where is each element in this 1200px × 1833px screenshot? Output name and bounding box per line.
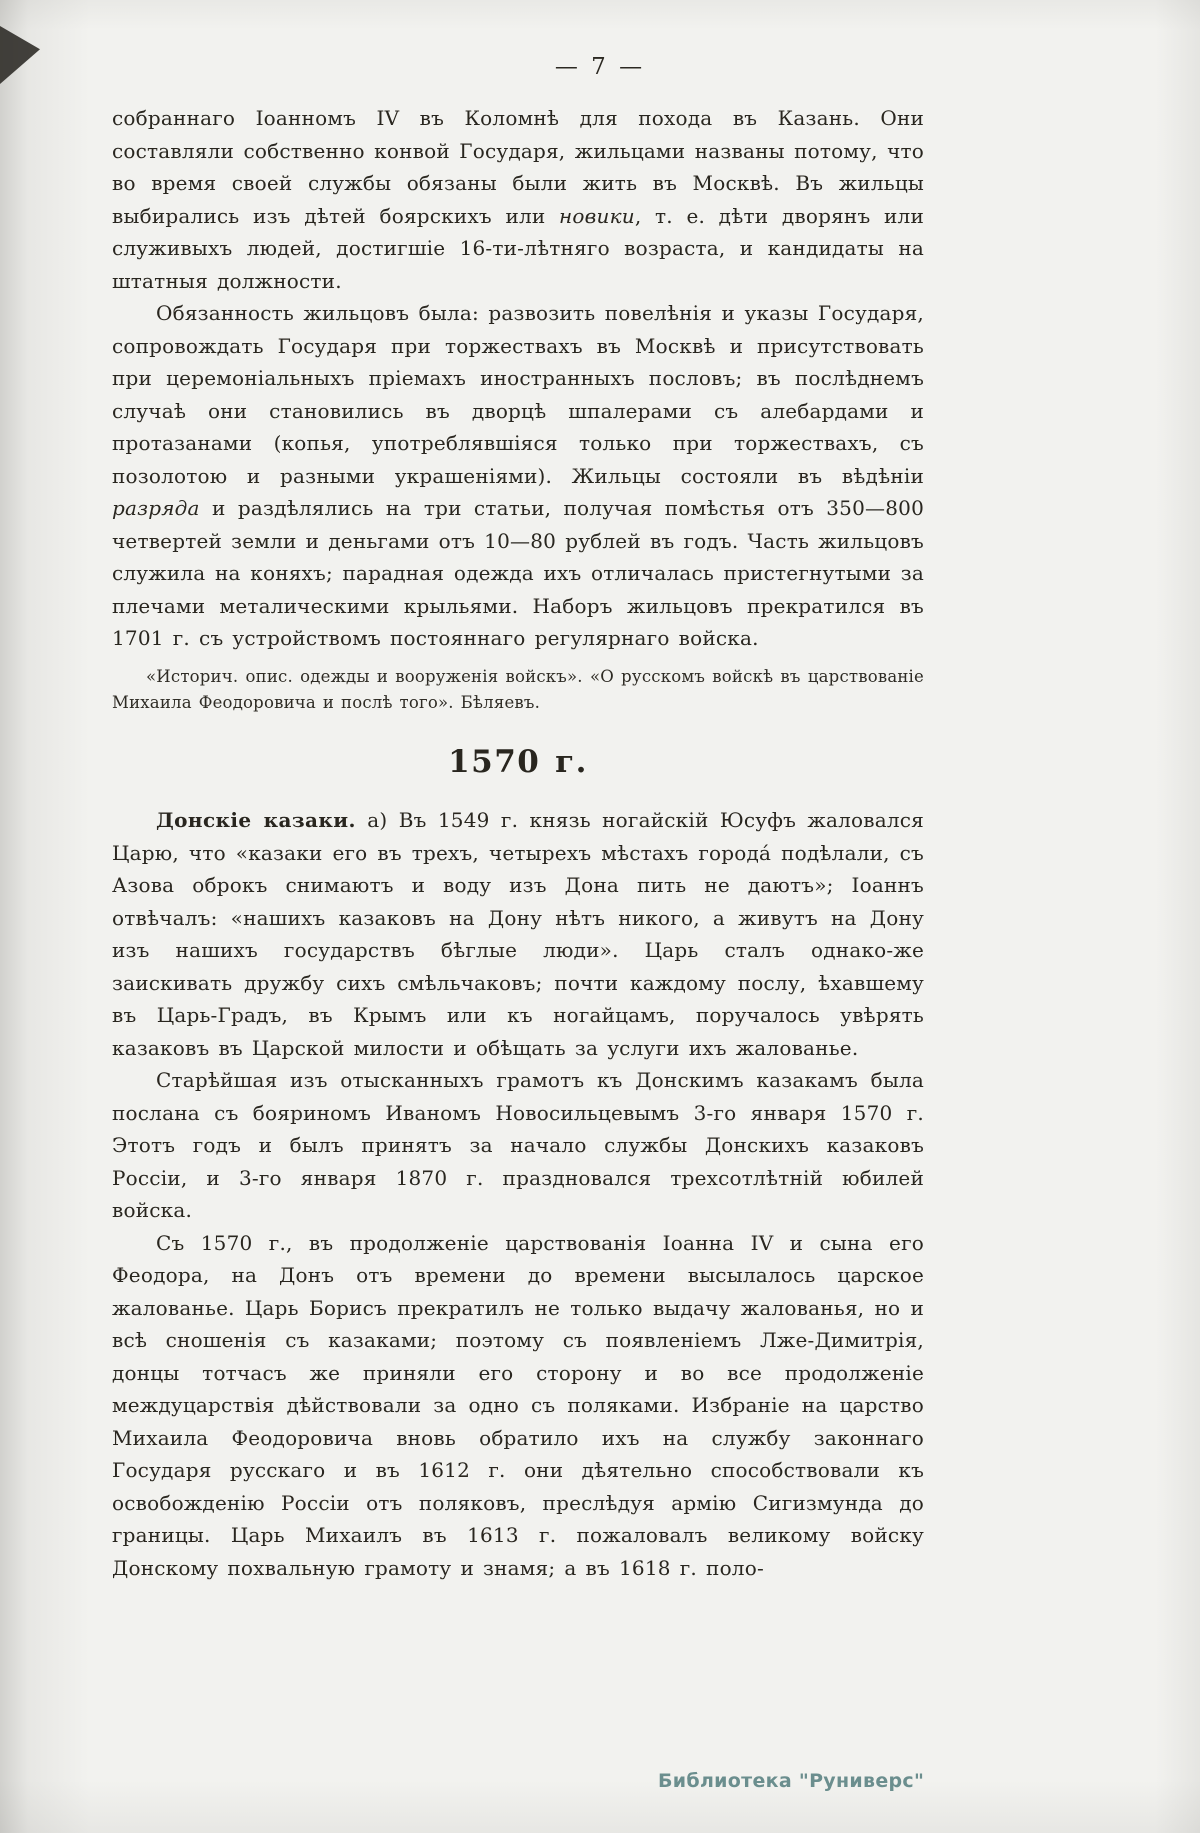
paragraph	[112, 1064, 924, 1227]
paragraph-text: а) Въ 1549 г. князь ногайскій Юсуфъ жаловался Царю, что «казаки его въ трехъ, четырехъ мѣстахъ города́ подѣлали, съ Азова оброкъ снимаютъ и воду изъ Дона пить не даютъ»; Іоаннъ отвѣчалъ: «нашихъ казаковъ на Дону нѣтъ никого, а живутъ на Дону изъ нашихъ государствъ бѣглые люди». Царь сталъ однако-же заискивать дружбу сихъ смѣльчаковъ; почти каждому послу, ѣхавшему въ Царь-Градъ, въ Крымъ или къ ногайцамъ, поручалось увѣрять казаковъ въ Царской милости и обѣщать за услуги ихъ жалованье.	[112, 808, 924, 1060]
paragraph	[112, 1227, 924, 1585]
paragraph-text: Съ 1570 г., въ продолженіе царствованія Іоанна IV и сына его Феодора, на Донъ отъ времени до времени высылалось царское жалованье. Царь Борисъ прекратилъ не только выдачу жалованья, но и всѣ сношенія съ казаками; поэтому съ появленіемъ Лже-Димитрія, донцы тотчасъ же приняли его сторону и во все продолженіе междуцарствія дѣйствовали за одно съ поляками. Избраніе на царство Михаила Феодоровича вновь обратило ихъ на службу законнаго Государя русскаго и въ 1612 г. они дѣятельно способствовали къ освобожденію Россіи отъ поляковъ, преслѣдуя армію Сигизмунда до границы. Царь Михаилъ въ 1613 г. пожаловалъ великому войску Донскому похвальную грамоту и знамя; а въ 1618 г. поло-	[112, 1230, 924, 1580]
paragraph-text: и раздѣлялись на три статьи, получая помѣстья отъ 350—800 четвертей земли и деньгами отъ 10—80 рублей въ годъ. Часть жильцовъ служила на коняхъ; парадная одежда ихъ отличалась пристегнутыми за плечами металическими крыльями. Наборъ жильцовъ прекратился въ 1701 г. съ устройствомъ постояннаго регулярнаго войска.	[112, 496, 924, 650]
footnote	[112, 664, 924, 716]
paragraph-text: Старѣйшая изъ отысканныхъ грамотъ къ Донскимъ казакамъ была послана съ бояриномъ Иваномъ Новосильцевымъ 3-го января 1570 г. Этотъ годъ и былъ принятъ за начало службы Донскихъ казаковъ Россіи, и 3-го января 1870 г. праздновался трехсотлѣтній юбилей войска.	[112, 1068, 924, 1222]
paragraph-text: разряда	[112, 496, 200, 520]
paragraph	[112, 297, 924, 655]
text-block	[112, 102, 924, 1584]
paragraph-text: , т. е. дѣти дворянъ или служивыхъ людей, достигшіе 16-ти-лѣтняго возраста, и кандидаты на штатныя должности.	[112, 203, 924, 293]
paragraph-text: Донскіе казаки.	[156, 808, 356, 832]
paragraph-text: Обязанность жильцовъ была: развозить повелѣнія и указы Государя, сопровождать Государя при торжествахъ въ Москвѣ и присутствовать при церемоніальныхъ пріемахъ иностранныхъ пословъ; въ послѣднемъ случаѣ они становились въ дворцѣ шпалерами съ алебардами и протазанами (копья, употреблявшіяся только при торжествахъ, съ позолотою и разными украшеніями). Жильцы состояли въ вѣдѣніи	[112, 301, 924, 488]
footnote-text: «Историч. опис. одежды и вооруженія войскъ». «О русскомъ войскѣ въ царствованіе Михаила Феодоровича и послѣ того». Бѣляевъ.	[112, 666, 924, 712]
paragraph	[112, 102, 924, 297]
library-watermark: Библиотека "Руниверс"	[658, 1770, 925, 1792]
heading-text: 1570 г.	[448, 743, 588, 780]
page-number: — 7 —	[554, 54, 646, 80]
paragraph-text: новики	[559, 203, 635, 228]
paragraph-text: собраннаго Іоанномъ IV въ Коломнѣ для похода въ Казань. Они составляли собственно конвой Государя, жильцами названы потому, что во время своей службы обязаны были жить въ Москвѣ. Въ жильцы выбирались изъ дѣтей боярскихъ или	[112, 106, 924, 228]
heading	[112, 743, 924, 780]
paragraph	[112, 804, 924, 1064]
